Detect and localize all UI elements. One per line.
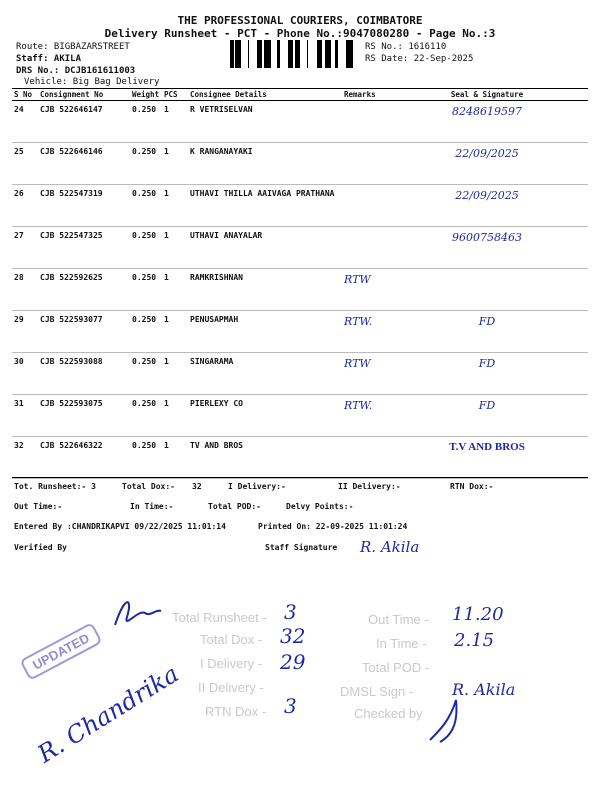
- table-row: [12, 143, 588, 185]
- weight: 0.250: [130, 227, 162, 269]
- table-row: [12, 227, 588, 269]
- pcs: 1: [162, 269, 188, 311]
- entered-by: Entered By :CHANDRIKAPVI 09/22/2025 11:01:14: [14, 522, 226, 531]
- rs-no: RS No.: 1616110: [365, 42, 447, 52]
- printed-on: Printed On: 22-09-2025 11:01:24: [258, 522, 408, 531]
- signature: 22/09/2025: [386, 185, 588, 227]
- table-row: [12, 311, 588, 353]
- summary-label: II Delivery -: [198, 680, 264, 695]
- out-time: Out Time:-: [14, 502, 63, 511]
- runsheet-table: [12, 88, 588, 479]
- consignee: SINGARAMA: [188, 353, 342, 395]
- remark: RTW.: [342, 311, 386, 353]
- consignment-no: CJB 522593077: [38, 311, 130, 353]
- pcs: 1: [162, 227, 188, 269]
- sno: 27: [12, 227, 38, 269]
- consignment-no: CJB 522646147: [38, 101, 130, 143]
- remark: [342, 437, 386, 479]
- pcs: 1: [162, 437, 188, 479]
- col-sno: S No: [12, 89, 38, 101]
- in-time-value: 2.15: [454, 630, 495, 651]
- delvy-points: Delvy Points:-: [286, 502, 354, 511]
- consignee: UTHAVI THILLA AAIVAGA PRATHANA: [188, 185, 342, 227]
- scribble-signature-icon: [105, 595, 165, 635]
- summary-label: Total Runsheet -: [172, 610, 267, 625]
- staff-signature-hand: R. Akila: [360, 538, 420, 556]
- pcs: 1: [162, 101, 188, 143]
- consignee: PIERLEXY CO: [188, 395, 342, 437]
- consignee: PENUSAPMAH: [188, 311, 342, 353]
- summary-label: RTN Dox -: [205, 704, 267, 719]
- sno: 30: [12, 353, 38, 395]
- summary-value: 3: [284, 694, 297, 718]
- sno: 24: [12, 101, 38, 143]
- remark: [342, 143, 386, 185]
- summary-right-label: Out Time -: [368, 612, 429, 627]
- weight: 0.250: [130, 395, 162, 437]
- weight: 0.250: [130, 185, 162, 227]
- in-time: In Time:-: [130, 502, 174, 511]
- sno: 31: [12, 395, 38, 437]
- tick-signature-icon: [420, 690, 480, 750]
- weight: 0.250: [130, 353, 162, 395]
- remark: [342, 185, 386, 227]
- weight: 0.250: [130, 437, 162, 479]
- table-row: [12, 269, 588, 311]
- pcs: 1: [162, 353, 188, 395]
- total-dox-value: 32: [192, 482, 202, 491]
- pcs: 1: [162, 143, 188, 185]
- col-signature: Seal & Signature: [386, 89, 588, 101]
- total-pod: Total POD:-: [208, 502, 261, 511]
- signature: 9600758463: [386, 227, 588, 269]
- summary-value: 29: [280, 650, 306, 674]
- runsheet-subtitle: Delivery Runsheet - PCT - Phone No.:9047080280 - Page No.:3: [104, 27, 496, 40]
- handwritten-signature: R. Chandrika: [32, 659, 184, 769]
- signature-stamp: T.V AND BROS: [386, 437, 588, 479]
- remark: [342, 227, 386, 269]
- table-row: [12, 395, 588, 437]
- summary-right-label: DMSL Sign -: [340, 684, 414, 699]
- col-remarks: Remarks: [342, 89, 386, 101]
- updated-stamp: UPDATED: [19, 622, 102, 681]
- consignee: UTHAVI ANAYALAR: [188, 227, 342, 269]
- table-row: [12, 353, 588, 395]
- consignment-no: CJB 522547319: [38, 185, 130, 227]
- signature: FD: [386, 395, 588, 437]
- sno: 26: [12, 185, 38, 227]
- table-row: [12, 437, 588, 479]
- summary-label: Total Dox -: [200, 632, 263, 647]
- consignee: K RANGANAYAKI: [188, 143, 342, 185]
- consignment-no: CJB 522592625: [38, 269, 130, 311]
- col-consignee: Consignee Details: [188, 89, 342, 101]
- consignment-no: CJB 522547325: [38, 227, 130, 269]
- barcode: [230, 40, 356, 68]
- remark: RTW: [342, 353, 386, 395]
- sno: 28: [12, 269, 38, 311]
- out-time-value: 11.20: [452, 604, 504, 625]
- rs-date: RS Date: 22-Sep-2025: [365, 54, 474, 64]
- route: Route: BIGBAZARSTREET: [16, 42, 130, 52]
- table-row: [12, 185, 588, 227]
- summary-label: I Delivery -: [200, 656, 263, 671]
- consignment-no: CJB 522593075: [38, 395, 130, 437]
- verified-by: Verified By: [14, 543, 67, 552]
- signature: 8248619597: [386, 101, 588, 143]
- i-delivery: I Delivery:-: [228, 482, 286, 491]
- total-dox-label: Total Dox:-: [122, 482, 175, 491]
- table-row: [12, 101, 588, 143]
- summary-right-label: Total POD -: [362, 660, 430, 675]
- signature: FD: [386, 353, 588, 395]
- consignment-no: CJB 522646322: [38, 437, 130, 479]
- consignment-no: CJB 522593088: [38, 353, 130, 395]
- footer-divider: [12, 477, 588, 478]
- consignment-no: CJB 522646146: [38, 143, 130, 185]
- company-title: THE PROFESSIONAL COURIERS, COIMBATORE: [177, 14, 423, 27]
- col-weight: Weight: [130, 89, 162, 101]
- summary-value: 3: [284, 600, 297, 624]
- col-pcs: PCS: [162, 89, 188, 101]
- sno: 25: [12, 143, 38, 185]
- weight: 0.250: [130, 311, 162, 353]
- remark: RTW: [342, 269, 386, 311]
- staff-signature-label: Staff Signature: [265, 543, 338, 552]
- signature: [386, 269, 588, 311]
- summary-right-label: Checked by: [354, 706, 423, 721]
- pcs: 1: [162, 185, 188, 227]
- consignee: R VETRISELVAN: [188, 101, 342, 143]
- staff: Staff: AKILA: [16, 54, 82, 64]
- tot-runsheet: Tot. Runsheet:- 3: [14, 482, 96, 491]
- dmsl-sign-value: R. Akila: [452, 680, 516, 699]
- vehicle: Vehicle: Big Bag Delivery: [24, 77, 160, 87]
- summary-value: 32: [280, 624, 306, 648]
- ii-delivery: II Delivery:-: [338, 482, 401, 491]
- weight: 0.250: [130, 101, 162, 143]
- consignee: TV AND BROS: [188, 437, 342, 479]
- remark: [342, 101, 386, 143]
- sno: 29: [12, 311, 38, 353]
- remark: RTW.: [342, 395, 386, 437]
- consignee: RAMKRISHNAN: [188, 269, 342, 311]
- sno: 32: [12, 437, 38, 479]
- signature: 22/09/2025: [386, 143, 588, 185]
- col-consignment: Consignment No: [38, 89, 130, 101]
- signature: FD: [386, 311, 588, 353]
- pcs: 1: [162, 311, 188, 353]
- summary-right-label: In Time -: [376, 636, 427, 651]
- weight: 0.250: [130, 269, 162, 311]
- rtn-dox: RTN Dox:-: [450, 482, 494, 491]
- pcs: 1: [162, 395, 188, 437]
- drs-no: DRS No.: DCJB161611003: [16, 66, 136, 76]
- weight: 0.250: [130, 143, 162, 185]
